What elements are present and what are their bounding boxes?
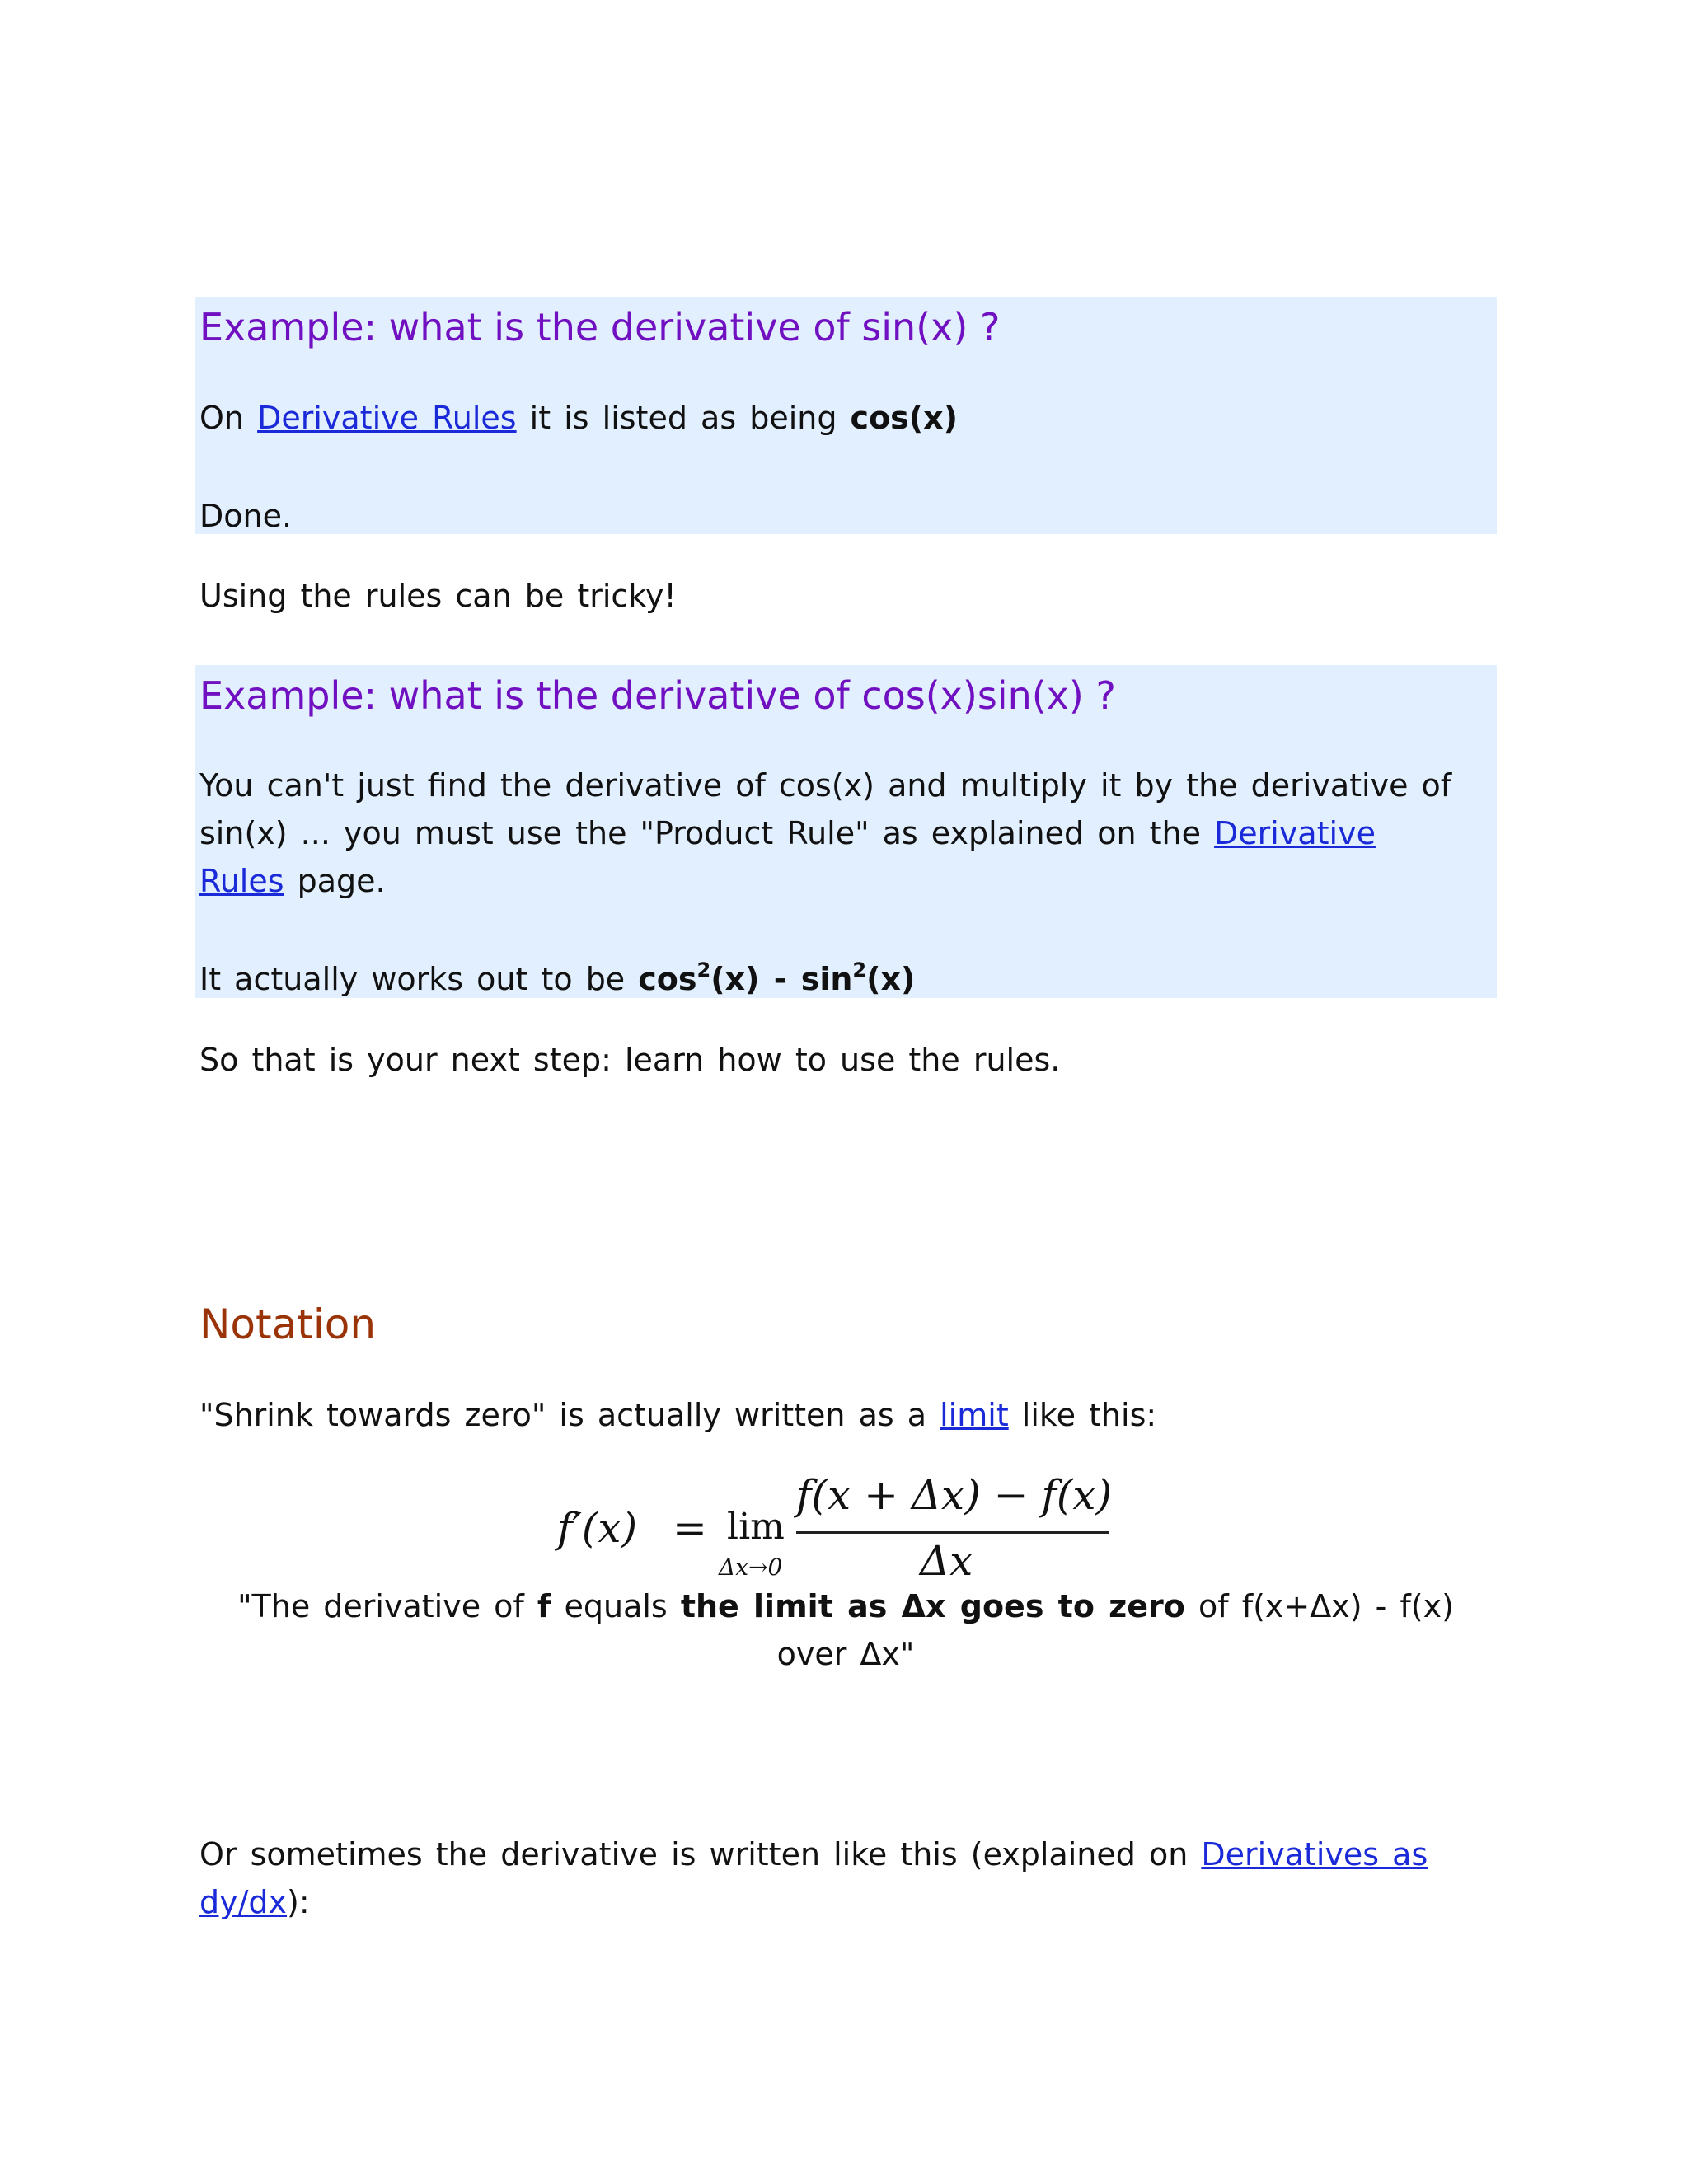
notation-intro: [199, 1391, 1156, 1439]
text-span: "Shrink towards zero" is actually written as a: [199, 1397, 940, 1433]
done-text: Done.: [199, 498, 293, 534]
text-span: cos: [638, 961, 697, 997]
text-span: Or sometimes the derivative is written like this (explained on: [199, 1836, 1202, 1872]
superscript: 2: [852, 958, 867, 982]
text-span: On: [199, 400, 258, 436]
caption-line: [195, 1582, 1497, 1630]
next-step-text: So that is your next step: learn how to use the rules.: [199, 1042, 1061, 1078]
limit-link[interactable]: limit: [940, 1397, 1009, 1433]
example-paragraph-line: You can't just find the derivative of cos(x) and multiply it by the derivative of: [199, 767, 1452, 804]
derivative-formula: [557, 1471, 1365, 1585]
derivative-rules-link[interactable]: Derivative: [1214, 815, 1376, 851]
example-box-cos-sin: [195, 665, 1497, 998]
result-text: [199, 955, 915, 1003]
example-box-sin: [195, 297, 1497, 534]
answer-text: cos(x): [850, 400, 959, 436]
text-span: like this:: [1008, 1397, 1157, 1433]
formula-denominator: Δx: [920, 1537, 973, 1585]
formula-lim: lim: [727, 1506, 785, 1548]
caption-line: over Δx": [776, 1636, 915, 1672]
formula-lhs: f′(x): [557, 1504, 638, 1552]
text-span: (x) - sin: [710, 961, 853, 997]
tricky-text: Using the rules can be tricky!: [199, 578, 677, 614]
result-bold: [638, 958, 916, 997]
text-span: "The derivative of: [237, 1588, 537, 1624]
fraction-bar: [796, 1531, 1109, 1534]
formula-numerator: f(x + Δx) − f(x): [796, 1471, 1113, 1519]
derivative-rules-link[interactable]: Derivative Rules: [257, 400, 517, 436]
text-span: it is listed as being: [516, 400, 851, 436]
bold-f: f: [537, 1588, 551, 1624]
section-heading: Notation: [199, 1301, 377, 1348]
formula-lim-subscript: Δx→0: [719, 1554, 783, 1581]
bold-limit-phrase: the limit as Δx goes to zero: [680, 1588, 1185, 1624]
formula-equals: =: [673, 1504, 707, 1552]
example-title: Example: what is the derivative of sin(x) ?: [199, 305, 1001, 349]
text-span: equals: [551, 1588, 681, 1624]
text-span: of f(x+Δx) - f(x): [1184, 1588, 1454, 1624]
example-paragraph-line: [199, 809, 1376, 857]
formula-caption: [195, 1582, 1497, 1678]
derivatives-dydx-link[interactable]: Derivatives as: [1201, 1836, 1428, 1872]
example-title: Example: what is the derivative of cos(x)sin(x) ?: [199, 673, 1116, 718]
example-paragraph-line: [199, 857, 386, 905]
example-paragraph: [199, 394, 958, 442]
text-span: sin(x) ... you must use the "Product Rule" as explained on the: [199, 815, 1215, 851]
derivative-rules-link[interactable]: Rules: [199, 863, 284, 899]
superscript: 2: [696, 958, 711, 982]
text-span: page.: [284, 863, 386, 899]
outro-line: [199, 1830, 1428, 1878]
outro-line: [199, 1878, 310, 1926]
text-span: (x): [866, 961, 916, 997]
text-span: It actually works out to be: [199, 961, 639, 997]
text-span: ):: [287, 1884, 310, 1920]
derivatives-dydx-link[interactable]: dy/dx: [199, 1884, 288, 1920]
